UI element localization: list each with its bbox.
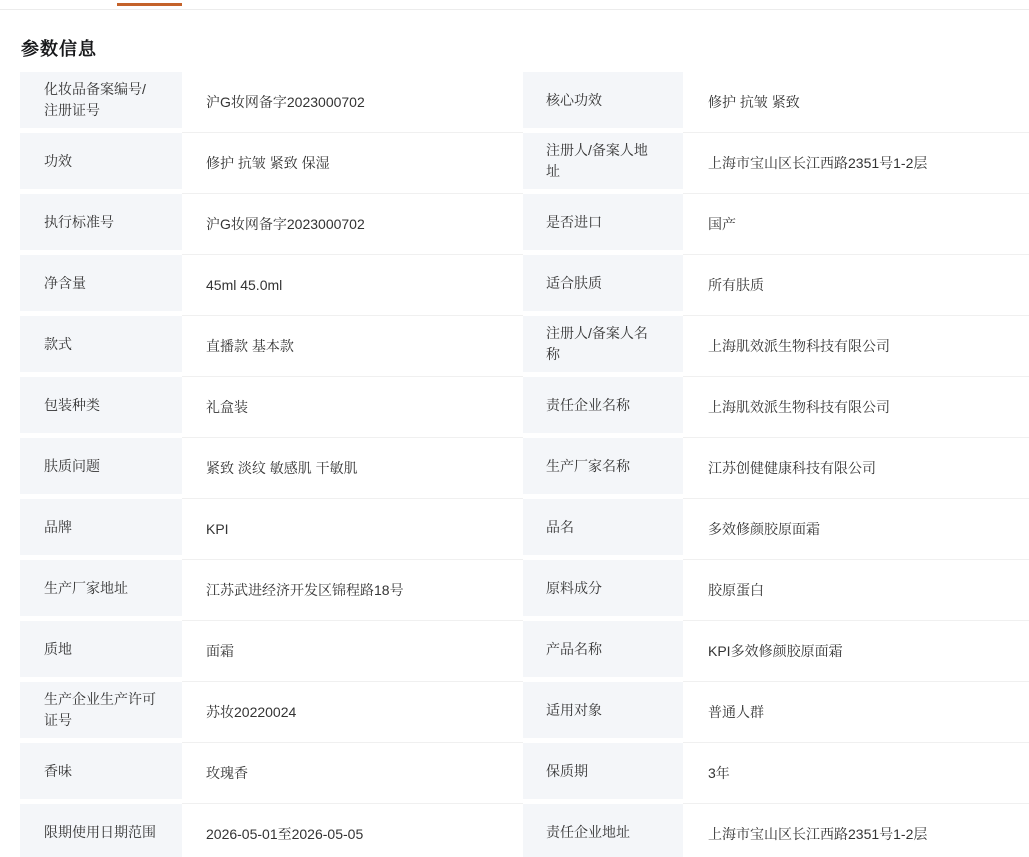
param-label: 核心功效 (523, 72, 683, 133)
param-label: 生产厂家名称 (523, 438, 683, 499)
param-label: 适合肤质 (523, 255, 683, 316)
param-label: 注册人/备案人地址 (523, 133, 683, 194)
param-table (20, 72, 1029, 857)
param-value: 普通人群 (683, 682, 1029, 743)
param-value: 直播款 基本款 (182, 316, 523, 377)
param-label: 质地 (20, 621, 182, 682)
param-label: 品名 (523, 499, 683, 560)
page-title: 参数信息 (21, 39, 97, 59)
table-row (20, 560, 1029, 621)
param-label: 生产厂家地址 (20, 560, 182, 621)
param-label: 注册人/备案人名称 (523, 316, 683, 377)
param-value: 修护 抗皱 紧致 (683, 72, 1029, 133)
param-label: 品牌 (20, 499, 182, 560)
table-row (20, 316, 1029, 377)
param-label: 化妆品备案编号/注册证号 (20, 72, 182, 133)
param-value: 2026-05-01至2026-05-05 (182, 804, 523, 857)
table-row (20, 682, 1029, 743)
param-value: 多效修颜胶原面霜 (683, 499, 1029, 560)
param-label: 是否进口 (523, 194, 683, 255)
param-label: 包装种类 (20, 377, 182, 438)
param-value: 江苏创健健康科技有限公司 (683, 438, 1029, 499)
param-label: 限期使用日期范围 (20, 804, 182, 857)
param-label: 产品名称 (523, 621, 683, 682)
param-value: 修护 抗皱 紧致 保湿 (182, 133, 523, 194)
param-value: 面霜 (182, 621, 523, 682)
param-value: 上海市宝山区长江西路2351号1-2层 (683, 804, 1029, 857)
param-value: 礼盒装 (182, 377, 523, 438)
table-row (20, 72, 1029, 133)
param-value: 沪G妆网备字2023000702 (182, 72, 523, 133)
param-label: 原料成分 (523, 560, 683, 621)
param-value: 苏妆20220024 (182, 682, 523, 743)
table-row (20, 377, 1029, 438)
param-label: 责任企业地址 (523, 804, 683, 857)
table-row (20, 133, 1029, 194)
param-value: 上海肌效派生物科技有限公司 (683, 377, 1029, 438)
param-value: 紧致 淡纹 敏感肌 干敏肌 (182, 438, 523, 499)
param-label: 肤质问题 (20, 438, 182, 499)
tab-bar (0, 0, 1029, 10)
table-row (20, 194, 1029, 255)
param-label: 香味 (20, 743, 182, 804)
param-label: 适用对象 (523, 682, 683, 743)
param-value: 江苏武进经济开发区锦程路18号 (182, 560, 523, 621)
param-label: 执行标准号 (20, 194, 182, 255)
param-label: 生产企业生产许可证号 (20, 682, 182, 743)
param-value: 胶原蛋白 (683, 560, 1029, 621)
param-value: 上海市宝山区长江西路2351号1-2层 (683, 133, 1029, 194)
param-value: 玫瑰香 (182, 743, 523, 804)
param-label: 净含量 (20, 255, 182, 316)
param-value: 3年 (683, 743, 1029, 804)
param-value: KPI (182, 499, 523, 560)
param-value: 所有肤质 (683, 255, 1029, 316)
param-value: 45ml 45.0ml (182, 255, 523, 316)
active-tab-indicator (117, 3, 182, 6)
param-value: 上海肌效派生物科技有限公司 (683, 316, 1029, 377)
param-value: KPI多效修颜胶原面霜 (683, 621, 1029, 682)
param-label: 款式 (20, 316, 182, 377)
table-row (20, 621, 1029, 682)
table-row (20, 255, 1029, 316)
param-label: 功效 (20, 133, 182, 194)
table-row (20, 804, 1029, 857)
param-label: 责任企业名称 (523, 377, 683, 438)
param-value: 国产 (683, 194, 1029, 255)
table-row (20, 499, 1029, 560)
param-label: 保质期 (523, 743, 683, 804)
table-row (20, 438, 1029, 499)
table-row (20, 743, 1029, 804)
param-value: 沪G妆网备字2023000702 (182, 194, 523, 255)
